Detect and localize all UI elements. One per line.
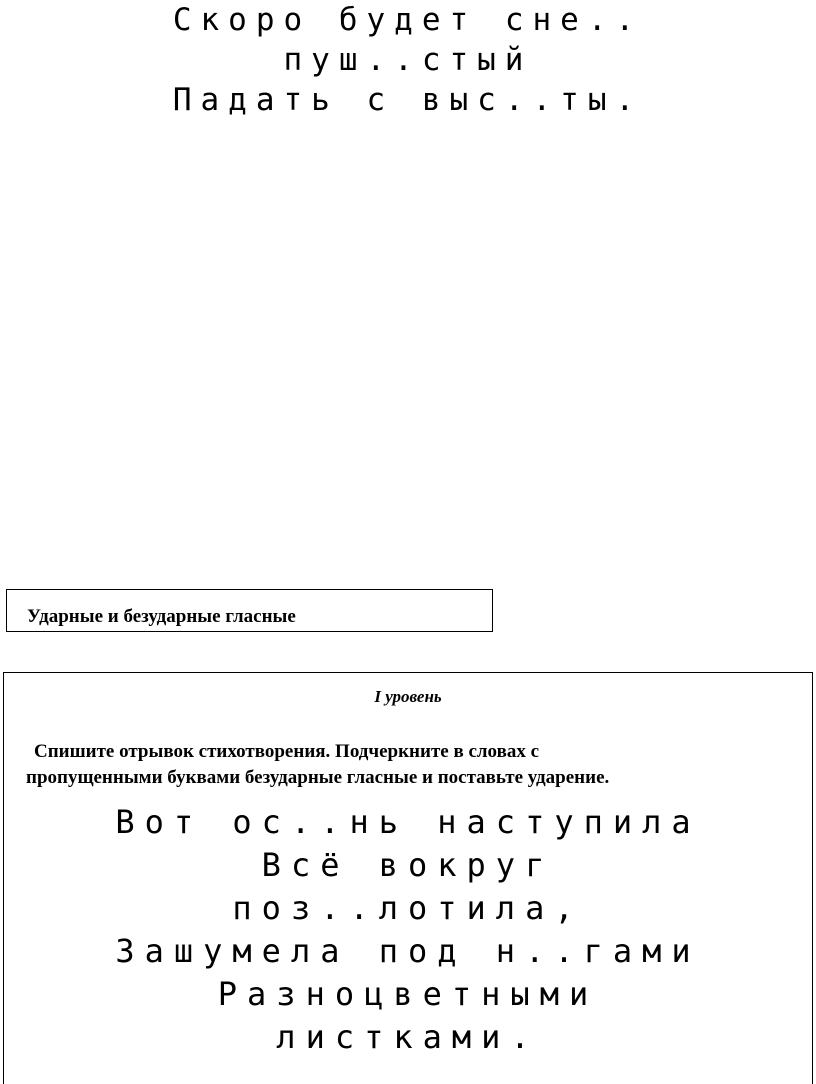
topic-heading-box <box>6 589 493 632</box>
task-instruction <box>26 739 796 791</box>
poem-line: пуш..стый <box>283 42 533 78</box>
poem-fragment-bottom <box>4 801 812 1059</box>
poem-line: Падать с выс..ты. <box>172 82 644 118</box>
poem-line: Вот ос..нь наступила <box>115 803 701 841</box>
poem-line: Зашумела под н..гами <box>115 932 701 970</box>
level-label: I уровень <box>374 687 442 706</box>
poem-line: листками. <box>276 1018 540 1056</box>
poem-line: Скоро будет сне.. <box>172 2 644 38</box>
instruction-line: Спишите отрывок стихотворения. Подчеркните в словах с <box>34 741 540 762</box>
topic-title: Ударные и безударные гласные <box>27 606 296 627</box>
poem-line: Всё вокруг <box>261 846 555 884</box>
poem-line: поз..лотила, <box>232 889 584 927</box>
task-box <box>3 672 813 1084</box>
poem-line: Разноцветными <box>217 975 599 1013</box>
poem-fragment-top <box>0 0 816 120</box>
instruction-line: пропущенными буквами безударные гласные и поставьте ударение. <box>26 767 610 788</box>
